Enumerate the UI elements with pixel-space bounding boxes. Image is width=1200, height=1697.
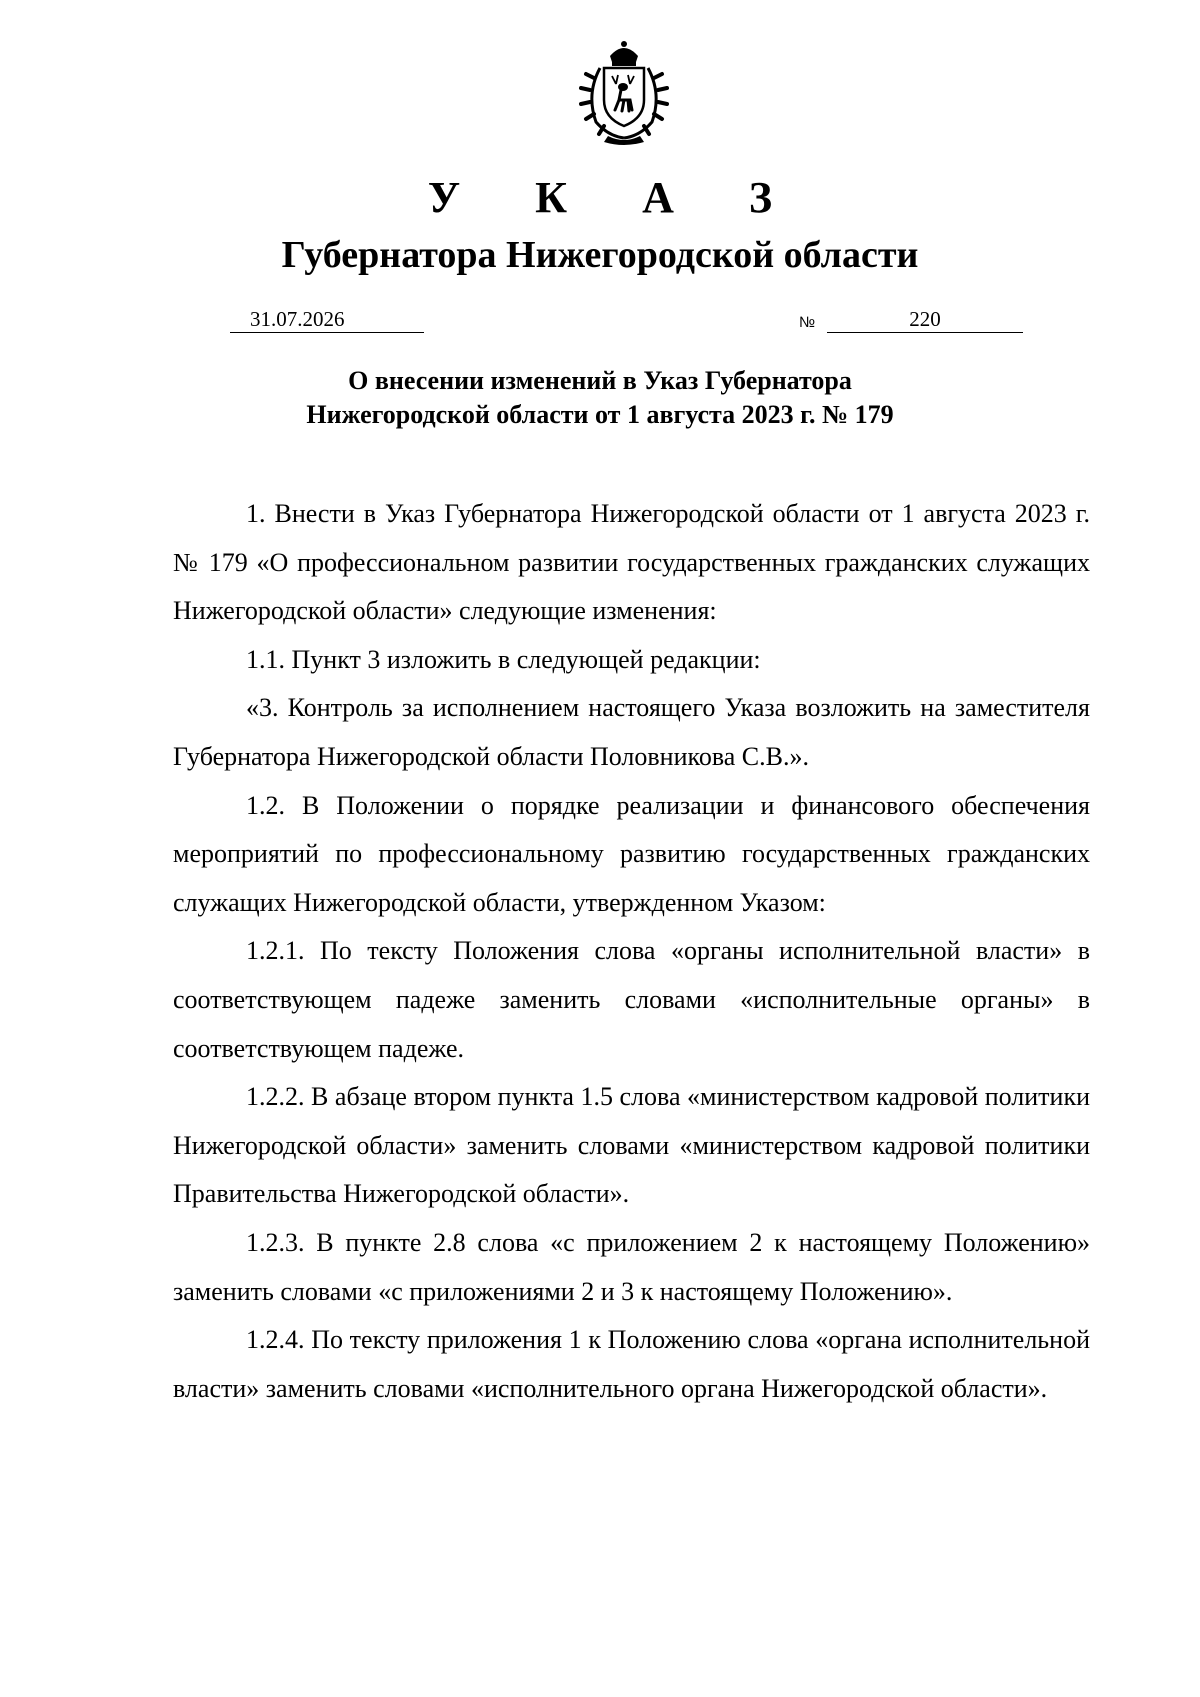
- paragraph-1-2-4: 1.2.4. По тексту приложения 1 к Положению слова «органа исполнительной власти» заменить словами «исполнительного органа Нижегородской области».: [173, 1325, 1090, 1403]
- document-type-title: У К А З: [427, 173, 805, 222]
- paragraph-1-2-2: 1.2.2. В абзаце втором пункта 1.5 слова «министерством кадровой политики Нижегородской области» заменить словами «министерством кадровой политики Правительства Нижегородской области».: [173, 1082, 1090, 1209]
- document-subject: [0, 364, 1200, 432]
- paragraph-1-2: 1.2. В Положении о порядке реализации и финансового обеспечения мероприятий по профессиональному развитию государственных гражданских служащих Нижегородской области, утвержденном Указом:: [173, 790, 1090, 917]
- document-number: 220: [827, 306, 1023, 333]
- paragraph-1-2-3: 1.2.3. В пункте 2.8 слова «с приложением 2 к настоящему Положению» заменить словами «с приложениями 2 и 3 к настоящему Положению».: [173, 1227, 1090, 1306]
- number-label: №: [799, 314, 816, 331]
- document-body: [173, 490, 1090, 1413]
- paragraph-quote-3: «3. Контроль за исполнением настоящего Указа возложить на заместителя Губернатора Нижегородской области Половникова С.В.».: [173, 693, 1090, 771]
- paragraph-1-1: 1.1. Пункт 3 изложить в следующей редакции:: [246, 644, 761, 674]
- subject-line-2: Нижегородской области от 1 августа 2023 г. № 179: [306, 400, 894, 429]
- document-date: 31.07.2026: [230, 306, 424, 333]
- paragraph-1: 1. Внести в Указ Губернатора Нижегородской области от 1 августа 2023 г. № 179 «О профессиональном развитии государственных гражданских служащих Нижегородской области» следующие изменения:: [173, 499, 1090, 626]
- coat-of-arms-icon: [572, 38, 676, 146]
- subject-line-1: О внесении изменений в Указ Губернатора: [348, 366, 852, 395]
- issuer-title: Губернатора Нижегородской области: [281, 234, 919, 276]
- paragraph-1-2-1: 1.2.1. По тексту Положения слова «органы исполнительной власти» в соответствующем падеже заменить словами «исполнительные органы» в соответствующем падеже.: [173, 936, 1090, 1063]
